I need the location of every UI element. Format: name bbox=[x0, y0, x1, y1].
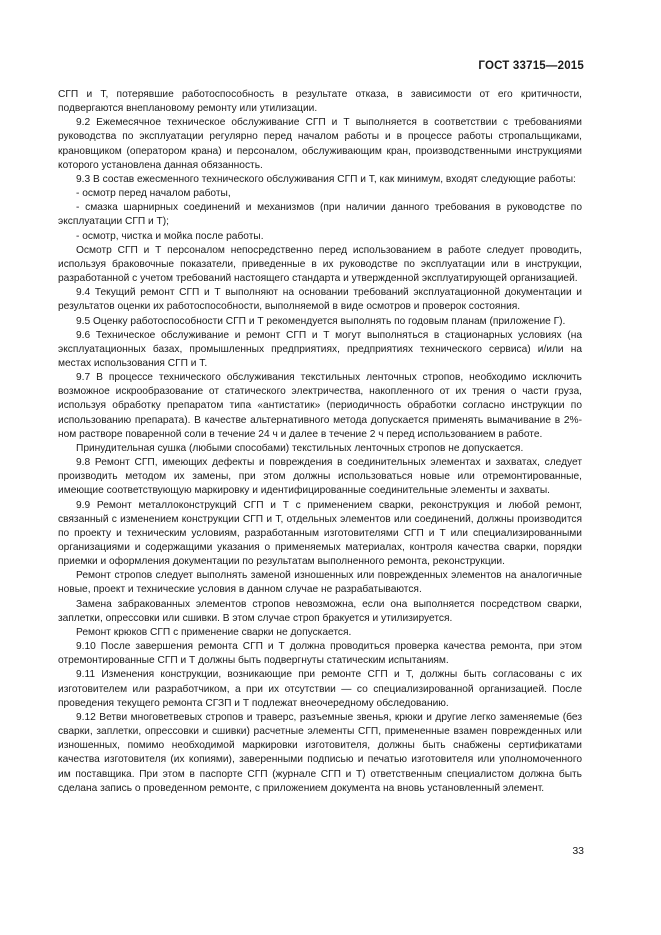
paragraph: 9.8 Ремонт СГП, имеющих дефекты и повреждения в соединительных элементах и захватах, следует производить методом их замены, при этом должны использоваться новые или отремонтированные, имеющие соответствующую маркировку и идентифицированные соединительные элементы и захваты. bbox=[58, 457, 582, 497]
paragraph: Ремонт крюков СГП с применение сварки не допускается. bbox=[76, 626, 352, 638]
paragraph: 9.5 Оценку работоспособности СГП и Т рекомендуется выполнять по годовым планам (приложение Г). bbox=[76, 315, 566, 327]
document-body bbox=[58, 88, 582, 796]
paragraph: Замена забракованных элементов стропов невозможна, если она выполняется посредством сварки, заплетки, опрессовки или сшивки. В этом случае строп бракуется и утилизируется. bbox=[58, 598, 582, 624]
paragraph: 9.7 В процессе технического обслуживания текстильных ленточных стропов, необходимо исключить возможное искрообразование от статического электричества, накопленного от их трения о части груза, используя обработку препаратом типа «антистатик» (периодичность обработки согласно инструкции по использованию препарата). В качестве альтернативного метода допускается применять вымачивание в 2%-ном растворе поваренной соли в течение 24 ч и далее в течение 2 ч перед использованием в работе. bbox=[58, 372, 582, 440]
paragraph: 9.3 В состав ежесменного технического обслуживания СГП и Т, как минимум, входят следующие работы: bbox=[76, 173, 576, 185]
paragraph: 9.11 Изменения конструкции, возникающие при ремонте СГП и Т, должны быть согласованы с их изготовителем или разработчиком, а при их отсутствии — со специализированной организацией. После проведения текущего ремонта СГЗП и Т подлежат внеочередному обследованию. bbox=[58, 669, 582, 709]
page-number: 33 bbox=[572, 845, 584, 857]
list-item: - осмотр перед началом работы, bbox=[76, 188, 231, 200]
paragraph: Осмотр СГП и Т персоналом непосредственно перед использованием в работе следует проводить, используя браковочные показатели, приведенные в их руководстве по эксплуатации или в инструкции, разработанной с учетом требований настоящего стандарта и утвержденной эксплуатирующей организацией. bbox=[58, 244, 582, 285]
paragraph: 9.10 После завершения ремонта СГП и Т должна проводиться проверка качества ремонта, при этом отремонтированные СГП и Т должны быть подвергнуты статическим испытаниям. bbox=[58, 641, 582, 667]
list-item: - осмотр, чистка и мойка после работы. bbox=[76, 230, 264, 242]
list-item: - смазка шарнирных соединений и механизмов (при наличии данного требования в руководстве по эксплуатации СГП и Т); bbox=[58, 202, 582, 228]
paragraph: Принудительная сушка (любыми способами) текстильных ленточных стропов не допускается. bbox=[76, 442, 524, 454]
paragraph: 9.9 Ремонт металлоконструкций СГП и Т с применением сварки, реконструкция и любой ремонт, связанный с изменением конструкции СГП и Т, отдельных элементов или соединений, должны производится по проекту и техническим условиям, разработанным изготовителями СГП и Т или специализированными организациями и содержащими указания о применяемых материалах, контроля качества сварки, порядки приемки и оформления документации по результатам выполненного ремонта, реконструкции. bbox=[58, 499, 582, 568]
paragraph: 9.6 Техническое обслуживание и ремонт СГП и Т могут выполняться в стационарных условиях (на эксплуатационных базах, промышленных предприятиях, предприятиях технического сервиса) и/или на местах использования СГП и Т. bbox=[58, 329, 582, 369]
paragraph: 9.2 Ежемесячное техническое обслуживание СГП и Т выполняется в соответствии с требованиями руководства по эксплуатации регулярно перед началом работы и в процессе работы стропальщиками, крановщиком (оператором крана) и персоналом, обслуживающим кран, производственными инструкциями которого установлена данная обязанность. bbox=[58, 117, 582, 171]
paragraph: 9.12 Ветви многоветвевых стропов и траверс, разъемные звенья, крюки и другие легко заменяемые (без сварки, заплетки, опрессовки и сшивки) расчетные элементы СГП, примененные взамен поврежденных или изношенных, помимо необходимой маркировки изготовителя, должны быть снабжены сертификатами качества изготовителя (их копиями), заверенными подписью и печатью изготовителя или уполномоченного им поставщика. При этом в паспорте СГП (журнале СГП и Т) ответственным специалистом должна быть сделана запись о проведенном ремонте, с приложением документа на вновь установленный элемент. bbox=[58, 711, 582, 794]
paragraph: СГП и Т, потерявшие работоспособность в результате отказа, в зависимости от его критичности, подвергаются внеплановому ремонту или утилизации. bbox=[58, 89, 582, 115]
document-code: ГОСТ 33715—2015 bbox=[478, 60, 584, 72]
paragraph: Ремонт стропов следует выполнять заменой изношенных или поврежденных элементов на аналогичные новые, проект и технические условия в данном случае не разрабатываются. bbox=[58, 570, 582, 596]
paragraph: 9.4 Текущий ремонт СГП и Т выполняют на основании требований эксплуатационной документации и результатов оценки их работоспособности, выполняемой в виде осмотров и проверок состояния. bbox=[58, 287, 582, 313]
